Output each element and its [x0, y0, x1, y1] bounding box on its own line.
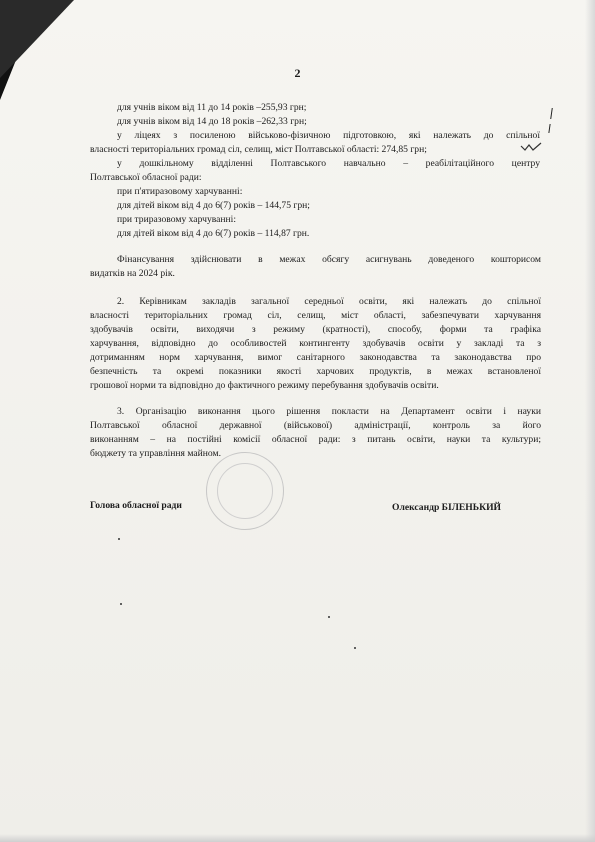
item2-line-6: безпечність та окремі показники якості харчових продуктів, в межах встановленої — [90, 366, 541, 377]
scan-edge-bottom — [0, 834, 595, 842]
financing-line-1: Фінансування здійснювати в межах обсягу асигнувань доведеного кошторисом — [117, 254, 541, 265]
item3-line-1: 3. Організацію виконання цього рішення покласти на Департамент освіти і науки — [117, 406, 541, 417]
official-stamp-inner-ring — [217, 463, 273, 519]
checkmark-icon — [520, 142, 542, 152]
page-number: 2 — [294, 66, 301, 80]
rate-11-14: для учнів віком від 11 до 14 років –255,93 грн; — [117, 102, 307, 113]
item2-line-3: здобувачів освіти, виходячи з режиму (кратності), способу, форми та графіка — [90, 324, 541, 335]
five-meals-label: при п'ятиразовому харчуванні: — [117, 186, 243, 197]
financing-line-2: видатків на 2024 рік. — [90, 268, 175, 279]
signature-name: Олександр БІЛЕНЬКИЙ — [392, 502, 501, 513]
scan-speck — [120, 603, 122, 605]
item2-line-7: грошової норми та відповідно до фактичного режиму перебування здобувачів освіти. — [90, 380, 439, 391]
item2-line-1: 2. Керівникам закладів загальної середньої освіти, які належать до спільної — [117, 296, 541, 307]
five-meals-rate: для дітей віком від 4 до 6(7) років – 144,75 грн; — [117, 200, 310, 211]
three-meals-rate: для дітей віком від 4 до 6(7) років – 114,87 грн. — [117, 228, 310, 239]
item3-line-3: виконанням – на постійні комісії обласної ради: з питань освіти, науки та культури; — [90, 434, 541, 445]
scan-speck — [354, 647, 356, 649]
lyceum-line-2: власності територіальних громад сіл, селищ, міст Полтавської області: 274,85 грн; — [90, 144, 427, 155]
rate-14-18: для учнів віком від 14 до 18 років –262,33 грн; — [117, 116, 307, 127]
item2-line-5: дотриманням норм харчування, вимог санітарного законодавства та законодавства про — [90, 352, 541, 363]
item3-line-2: Полтавської обласної державної (військової) адміністрації, контроль за його — [90, 420, 541, 431]
item2-line-4: харчування, відповідно до особливостей контингенту здобувачів освіти у закладі та з — [90, 338, 541, 349]
signature-position: Голова обласної ради — [90, 500, 182, 511]
scan-edge-right — [585, 0, 595, 842]
lyceum-line-1: у ліцеях з посиленою військово-фізичною підготовкою, які належать до спільної — [117, 130, 540, 141]
three-meals-label: при триразовому харчуванні: — [117, 214, 237, 225]
margin-mark-icon — [548, 124, 554, 133]
margin-mark-icon — [550, 108, 557, 119]
preschool-line-1: у дошкільному відділенні Полтавського навчально – реабілітаційного центру — [117, 158, 540, 169]
item2-line-2: власності територіальних громад сіл, селищ, міст області, забезпечувати харчування — [90, 310, 541, 321]
scan-speck — [328, 616, 330, 618]
item3-line-4: бюджету та управління майном. — [90, 448, 221, 459]
preschool-line-2: Полтавської обласної ради: — [90, 172, 202, 183]
scan-speck — [118, 538, 120, 540]
